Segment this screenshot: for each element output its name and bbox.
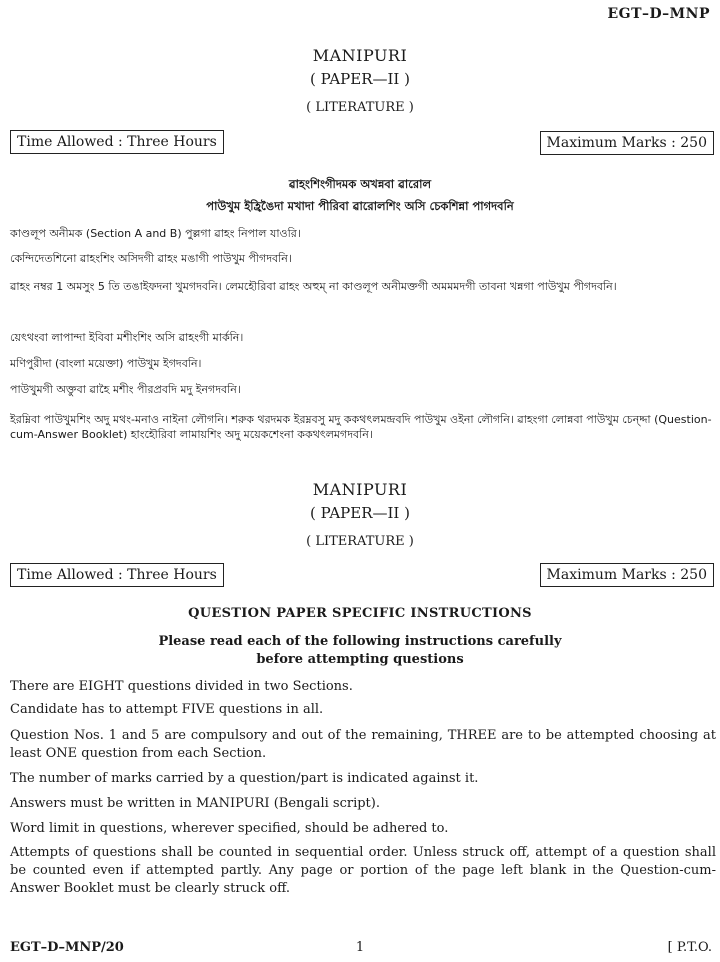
maximum-marks-box: Maximum Marks : 250 xyxy=(540,131,714,155)
instruction-line: The number of marks carried by a question/part is indicated against it. xyxy=(10,771,479,786)
instructions-subheading: Please read each of the following instructions carefully xyxy=(158,634,562,649)
instruction-line: Candidate has to attempt FIVE questions in all. xyxy=(10,702,324,717)
manipuri-instruction-line: ৱাহং নম্বর 1 অমসুং 5 তি তঙাইফদনা খুমগদবনি। লেমহৌরিবা ৱাহং অহুম্ না কাণ্ডলূপ অনীমক্তগী অমমমদগী তাবনা খন্নগা পাউখুম পীগদবনি। xyxy=(10,280,617,293)
instruction-line: Answers must be written in MANIPURI (Bengali script). xyxy=(10,796,380,811)
manipuri-instruction-line: ইরম্নিবা পাউখুমশিং অদু মথং-মনাও নাইনা লৌগনি। শরুক থরদমক ইরম্নবসু মদু ককথৎলমন্দ্রবদি পাউখুম ওইনা লৌগনি। ৱাহংগা লোন্নবা পাউখুম চেন্দ্দা (Question-cum-Answer Booklet) হাংহৌরিবা লামায়শিং অদু ময়েকশেংনা ককথৎলমগদবনি। xyxy=(10,413,712,441)
manipuri-instruction-line: য়েৎথংবা লাপান্দা ইবিবা মশীংশিং অসি ৱাহংগী মার্কনি। xyxy=(10,331,244,344)
manipuri-instruction-line: কেন্দিদেতশিনো ৱাহংশিং অসিদগী ৱাহং মঙাগী পাউখুম পীগদবনি। xyxy=(10,252,292,265)
paper-section: ( LITERATURE ) xyxy=(306,100,414,115)
manipuri-instructions-subheading: পাউখুম ইহ্রিঙৈদা মখাদা পীরিবা ৱারোলশিং অসি চেকশিন্না পাগদবনি xyxy=(206,199,514,213)
instruction-line: There are EIGHT questions divided in two Sections. xyxy=(10,679,353,694)
please-turn-over: [ P.T.O. xyxy=(667,940,712,955)
subject-title: MANIPURI xyxy=(312,46,408,65)
paper-number: ( PAPER—II ) xyxy=(310,504,410,522)
manipuri-instruction-line: মণিপুরীদা (বাংলা ময়েক্তা) পাউখুম ইগদবনি। xyxy=(10,357,202,370)
page-number: 1 xyxy=(355,940,365,955)
instruction-line: Attempts of questions shall be counted in sequential order. Unless struck off, attempt of a question shall be counted even if attempted partly. Any page or portion of the page left blank in the Question-cum-Answer Booklet must be clearly struck off. xyxy=(10,845,716,896)
footer-code: EGT–D–MNP/20 xyxy=(10,940,124,955)
paper-section: ( LITERATURE ) xyxy=(306,534,414,549)
subject-title: MANIPURI xyxy=(312,480,408,499)
time-allowed-box: Time Allowed : Three Hours xyxy=(10,563,224,587)
instructions-subheading: before attempting questions xyxy=(256,652,464,667)
document-code: EGT–D–MNP xyxy=(607,6,710,22)
paper-number: ( PAPER—II ) xyxy=(310,70,410,88)
manipuri-instructions-heading: ৱাহংশিংগীদমক অখন্নবা ৱারোল xyxy=(288,177,432,191)
time-allowed-box: Time Allowed : Three Hours xyxy=(10,130,224,154)
instruction-line: Question Nos. 1 and 5 are compulsory and out of the remaining, THREE are to be attempted choosing at least ONE question from each Section. xyxy=(10,728,716,761)
manipuri-instruction-line: পাউখুমগী অক্তুবা ৱাহৈ মশীং পীরপ্রবদি মদু ইনগদবনি। xyxy=(10,383,241,396)
maximum-marks-box: Maximum Marks : 250 xyxy=(540,563,714,587)
instructions-heading: QUESTION PAPER SPECIFIC INSTRUCTIONS xyxy=(188,606,532,621)
manipuri-instruction-line: কাণ্ডলূপ অনীমক (Section A and B) পুল্লগা ৱাহং নিপাল যাওরি। xyxy=(10,227,301,240)
instruction-line: Word limit in questions, wherever specified, should be adhered to. xyxy=(10,821,449,836)
